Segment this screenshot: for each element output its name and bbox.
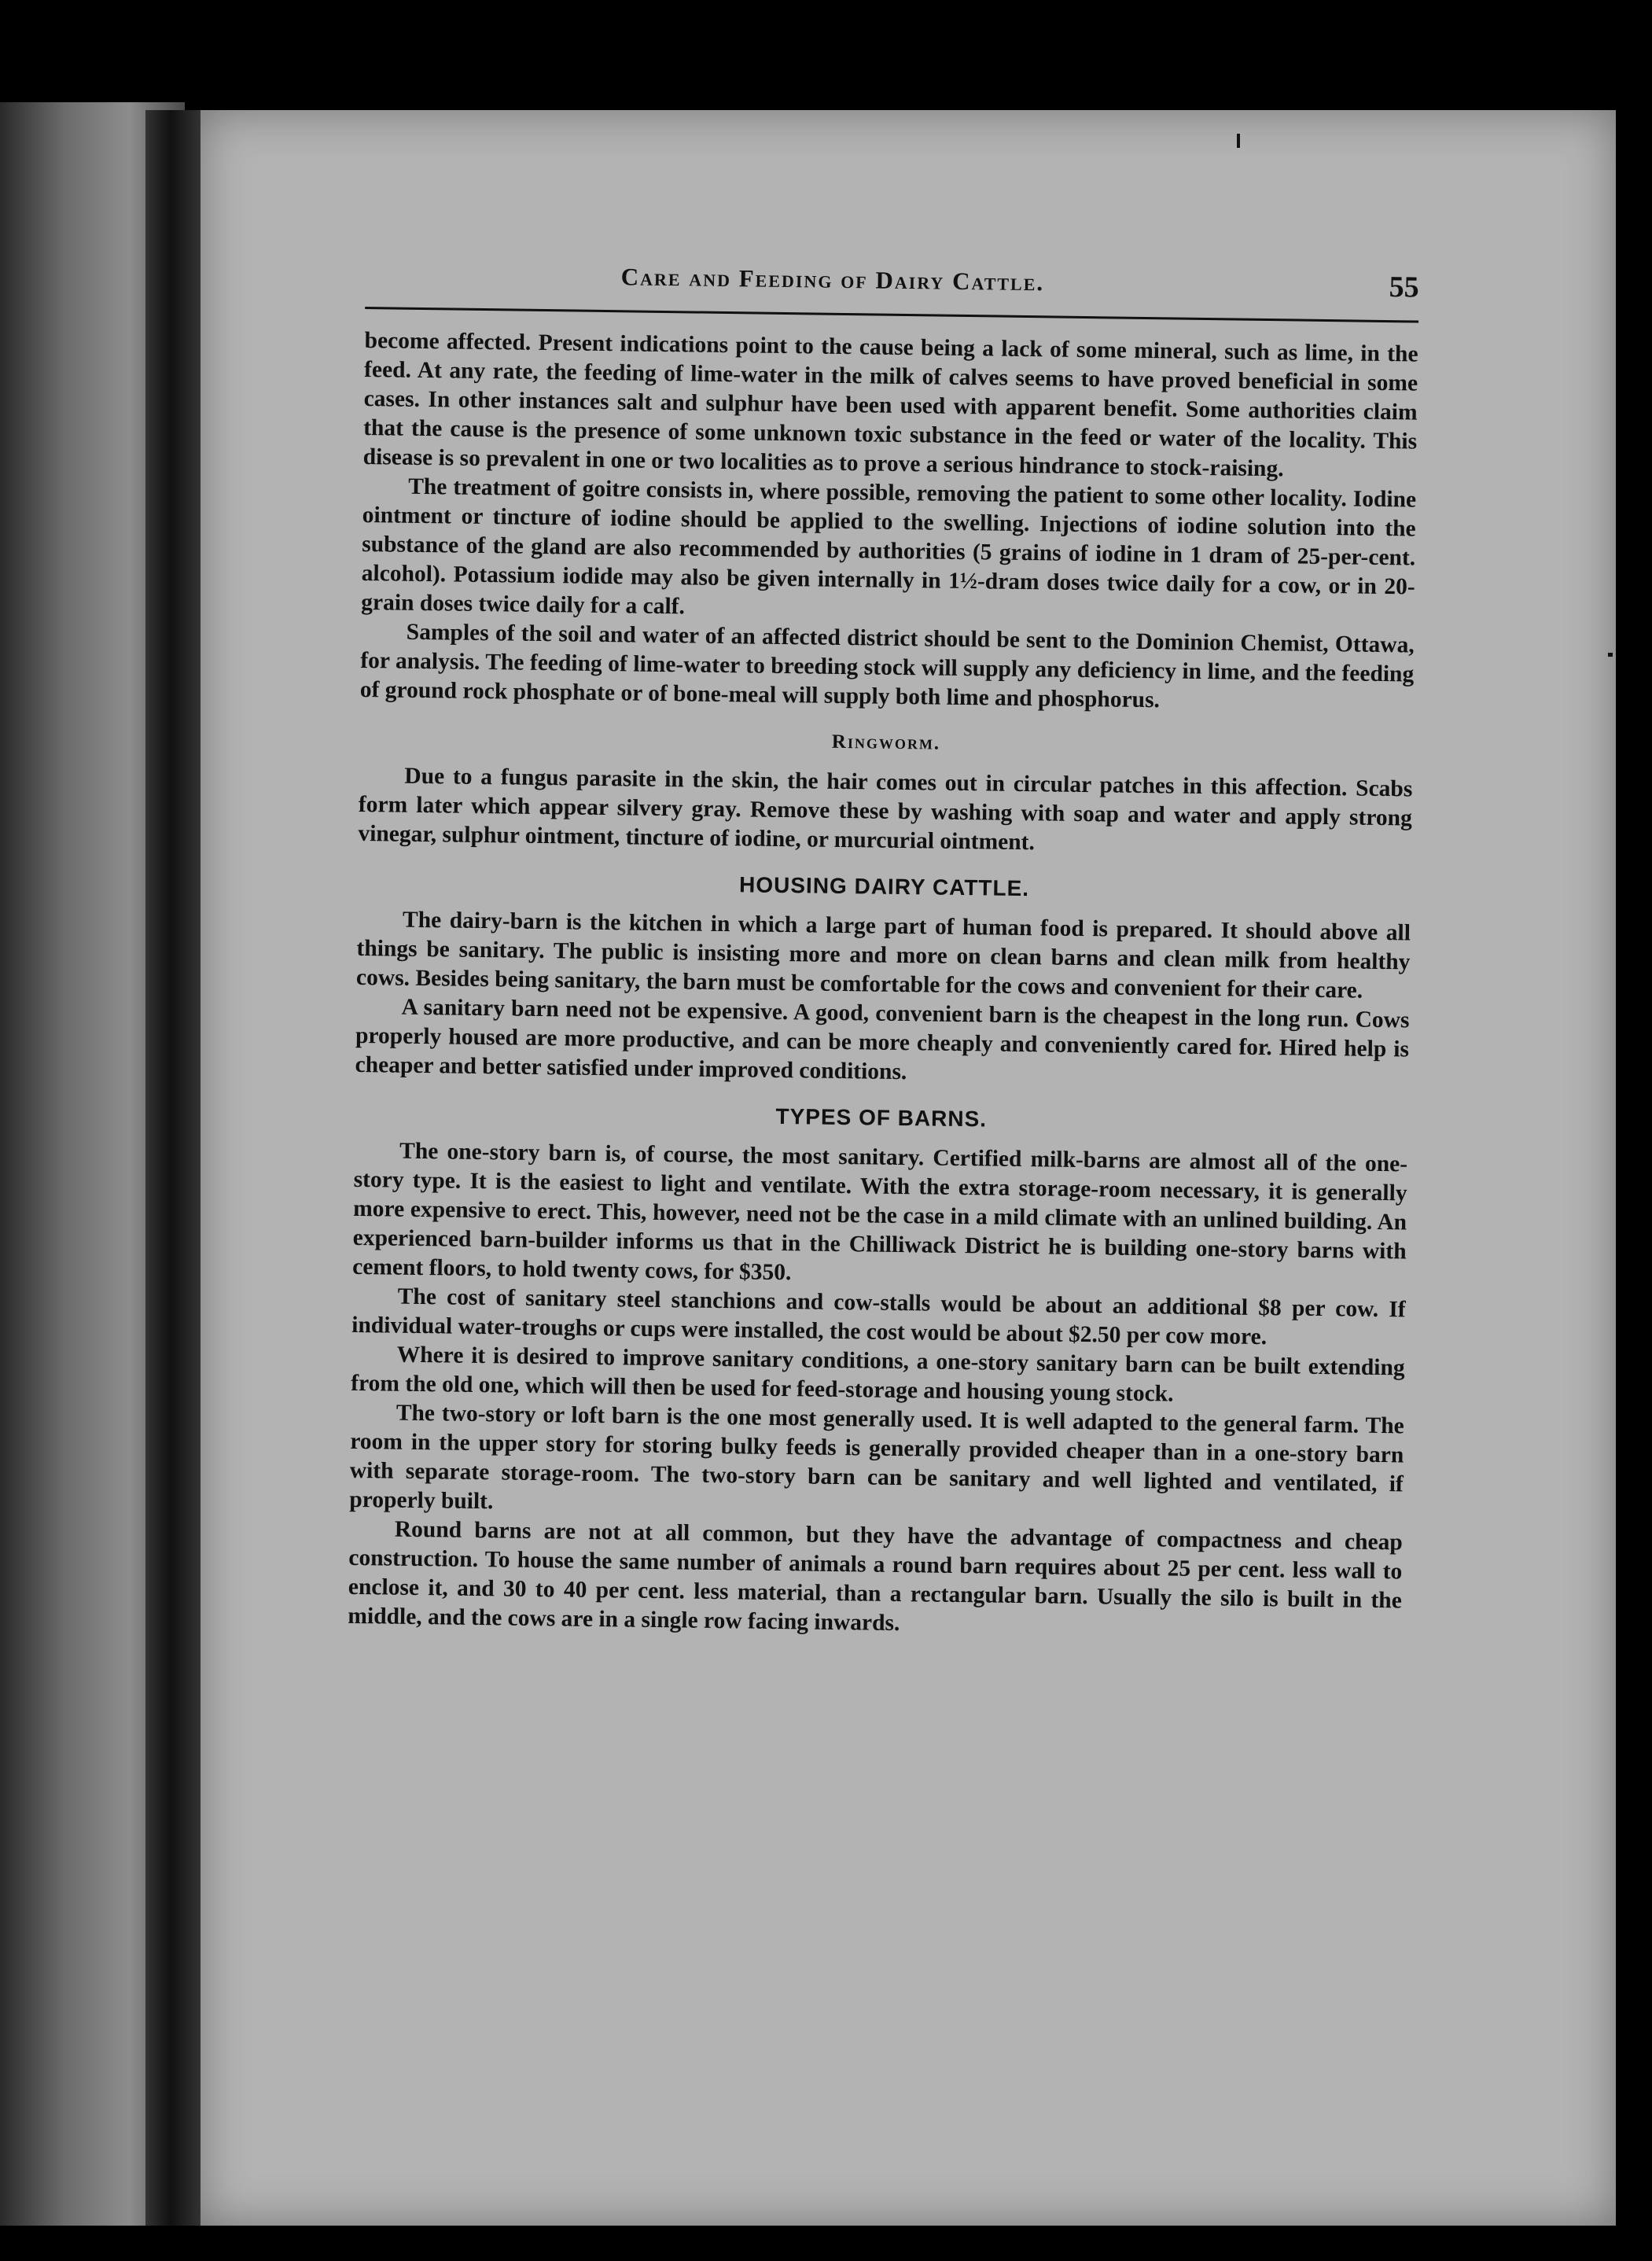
page-mark bbox=[1608, 653, 1613, 657]
section-heading-ringworm: Ringworm. bbox=[831, 731, 941, 754]
paragraph: The dairy-barn is the kitchen in which a large part of human food is prepared. It should above all things be sanitary. The public is insisting more and more on clean barns and clean milk from healthy cows. Besides being sanitary, the barn must be comfortable for the cows and convenient for their care. bbox=[355, 907, 1411, 1003]
page-number: 55 bbox=[1389, 271, 1419, 304]
running-title: Care and Feeding of Dairy Cattle. bbox=[620, 263, 1045, 296]
page-mark bbox=[1237, 134, 1240, 148]
paragraph: become affected. Present indications point to the cause being a lack of some mineral, such as lime, in the feed. At any rate, the feeding of lime-water in the milk of calves seems to have proved beneficial in some cases. In other instances salt and sulphur have been used with apparent benefit. Some authorities claim that the cause is the presence of some unknown toxic substance in the feed or water of the locality. This disease is so prevalent in one or two localities as to prove a serious hindrance to stock-raising. bbox=[362, 327, 1418, 482]
running-head bbox=[365, 260, 1419, 323]
section-heading-housing: HOUSING DAIRY CATTLE. bbox=[738, 872, 1030, 901]
paragraph: Where it is desired to improve sanitary conditions, a one-story sanitary barn can be built extending from the old one, which will then be used for feed-storage and housing young stock. bbox=[351, 1342, 1405, 1407]
section-heading-types: TYPES OF BARNS. bbox=[775, 1103, 988, 1132]
paragraph: Round barns are not at all common, but they have the advantage of compactness and cheap construction. To house the same number of animals a round barn requires about 25 per cent. less wall to enclose it, and 30 to 40 per cent. less material, than a rectangular barn. Usually the silo is built in the middle, and the cows are in a single row facing inwards. bbox=[348, 1516, 1403, 1637]
book-gutter bbox=[145, 110, 208, 2226]
paragraph: The one-story barn is, of course, the most sanitary. Certified milk-barns are almost all of the one-story type. It is the easiest to light and ventilate. With the extra storage-room necessary, it is generally more expensive to erect. This, however, need not be the case in a mild climate with an unlined building. An experienced barn-builder informs us that in the Chilliwack District he is building one-story barns with cement floors, to hold twenty cows, for $350. bbox=[352, 1138, 1408, 1286]
page-text bbox=[348, 260, 1419, 1644]
book-page bbox=[201, 110, 1616, 2226]
paragraph: Due to a fungus parasite in the skin, the hair comes out in circular patches in this affection. Scabs form later which appear silvery gray. Remove these by washing with soap and water and apply strong vinegar, sulphur ointment, tincture of iodine, or murcurial ointment. bbox=[358, 763, 1413, 856]
paragraph: The two-story or loft barn is the one most generally used. It is well adapted to the general farm. The room in the upper story for storing bulky feeds is generally provided cheaper than in a one-story barn with separate storage-room. The two-story barn can be sanitary and well lighted and ventilated, if properly built. bbox=[349, 1400, 1404, 1515]
paragraph: The cost of sanitary steel stanchions and cow-stalls would be about an additional $8 per cow. If individual water-troughs or cups were installed, the cost would be about $2.50 per cow more. bbox=[351, 1283, 1406, 1350]
paragraph: A sanitary barn need not be expensive. A good, convenient barn is the cheapest in the long run. Cows properly housed are more productive, and can be more cheaply and conveniently cared for. Hired help is cheaper and better satisfied under improved conditions. bbox=[355, 994, 1410, 1085]
paragraph: The treatment of goitre consists in, where possible, removing the patient to some other locality. Iodine ointment or tincture of iodine should be applied to the swelling. Injections of iodine solution into the substance of the gland are also recommended by authorities (5 grains of iodine in 1 dram of 25-per-cent. alcohol). Potassium iodide may also be given internally in 1½-dram doses twice daily for a cow, or in 20-grain doses twice daily for a calf. bbox=[361, 473, 1417, 620]
paragraph: Samples of the soil and water of an affected district should be sent to the Dominion Chemist, Ottawa, for analysis. The feeding of lime-water to breeding stock will supply any deficiency in lime, and the feeding of ground rock phosphate or of bone-meal will supply both lime and phosphorus. bbox=[359, 619, 1415, 713]
